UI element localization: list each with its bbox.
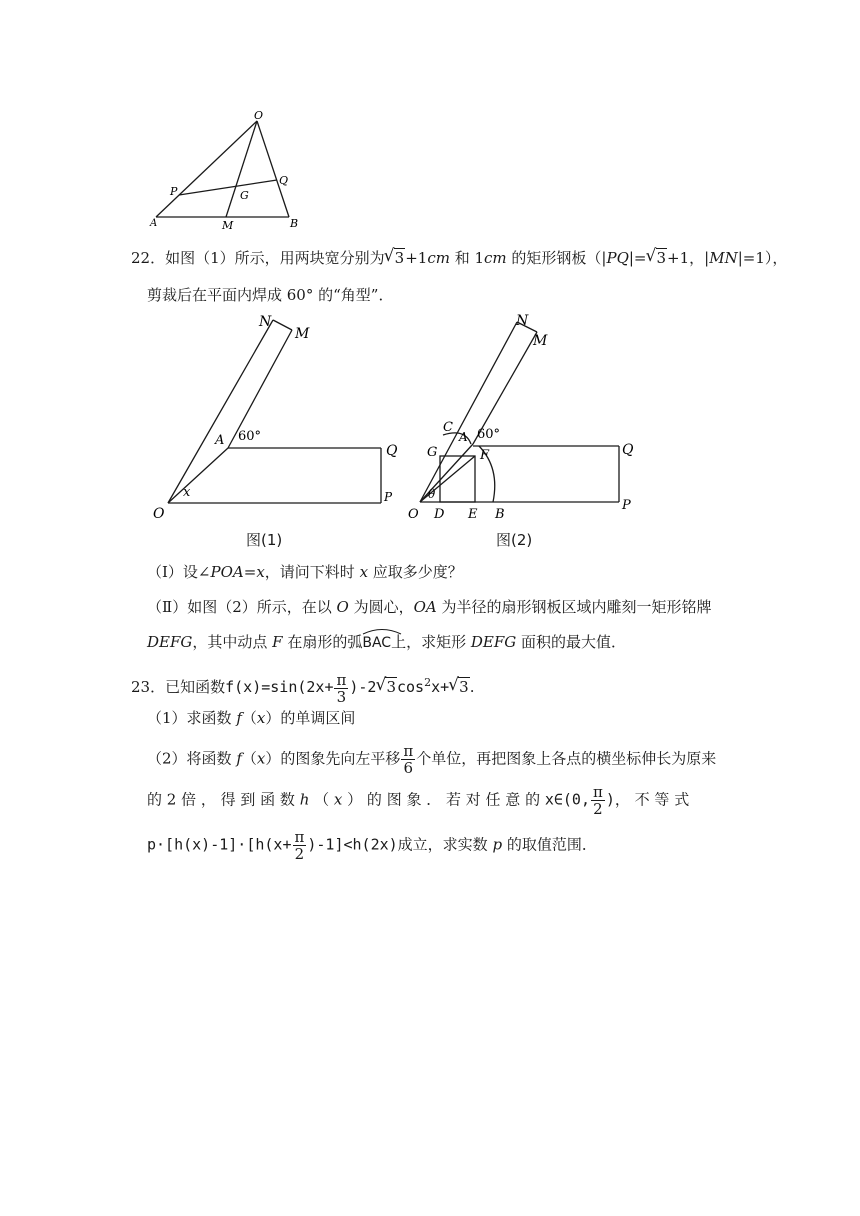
fig1-label-n: N	[259, 314, 272, 330]
fig2-label-n: N	[516, 313, 529, 329]
fraction-pi-3: $\frac{\pi}{3}$	[336, 670, 347, 706]
fig2-label-p: P	[622, 498, 631, 513]
q23-line1: 23．已知函数f(x)=sin(2x+ $\frac{\pi}{3}$ )-2√ $3\cos^2x+√$ 3.	[131, 668, 474, 705]
q23-part2-line1: （2）将函数 f（x）的图象先向左平移 $\frac{\pi}{6}$ 个单位，再把图象上各点的横坐标伸长为原来	[147, 742, 717, 777]
sqrt-symbol: √ 3	[385, 248, 406, 268]
q22-part2-line1: （Ⅱ）如图（2）所示，在以 O 为圆心，OA 为半径的扇形钢板区域内雕刻一矩形铭牌	[147, 598, 712, 616]
triangle-figure	[140, 108, 310, 234]
fraction-pi-6: $\frac{\pi}{6}$	[403, 742, 414, 777]
fig2-angle: 60°	[477, 427, 501, 442]
sqrt-symbol: √ 3	[449, 672, 470, 702]
label-b: B	[290, 217, 299, 230]
fig2-caption: 图(2)	[496, 531, 533, 549]
label-a: A	[150, 218, 158, 229]
sqrt-symbol: √ 3	[647, 248, 668, 268]
label-m: M	[222, 219, 234, 232]
q22-number: 22．	[131, 249, 166, 267]
label-g: G	[240, 189, 249, 202]
fig2-label-b: B	[495, 507, 505, 522]
figure-2	[403, 308, 643, 523]
q22-part1: （Ⅰ）设∠POA=x，请问下料时 x 应取多少度？	[147, 563, 463, 581]
q23-part1: （1）求函数 f（x）的单调区间	[147, 709, 356, 727]
fig1-label-q: Q	[386, 443, 398, 459]
fig2-label-o: O	[408, 507, 419, 522]
label-o: O	[254, 109, 264, 122]
fig2-label-f: F	[480, 448, 490, 463]
q23-part2-line2: 的 2 倍 ， 得 到 函 数 h （ x ） 的 图 象 ． 若 对 任 意 的 x∈(0, $\frac{\pi}{2}$ )， 不 等 式	[147, 783, 690, 818]
q22-part2-line2: DEFG，其中动点 F 在扇形的弧 BAC上，求矩形 DEFG 面积的最大值．	[147, 632, 626, 653]
fig1-label-p: P	[384, 490, 393, 504]
figure-1	[148, 308, 413, 523]
arc-overline-icon	[362, 627, 402, 635]
fig2-label-q: Q	[622, 442, 634, 458]
q23-part2-line3: p·[h(x)-1]·[h(x+ $\frac{\pi}{2}$ )-1]<h(2x)成立，求实数 p 的取值范围．	[147, 828, 597, 863]
label-q: Q	[279, 174, 289, 187]
fig2-label-m: M	[533, 333, 548, 349]
q22-line2: 剪裁后在平面内焊成 60° 的“角型”．	[147, 286, 394, 304]
fig1-label-x: x	[183, 485, 191, 500]
fraction-pi-2: $\frac{\pi}{2}$	[593, 783, 603, 818]
fig1-angle: 60°	[238, 429, 262, 444]
fig2-label-theta: θ	[428, 487, 436, 501]
fig1-label-o: O	[153, 506, 165, 522]
q22-line1: 22．如图（1）所示，用两块宽分别为√ 3+1cm 和 1cm 的矩形钢板（|PQ|=√ 3+1，|MN|=1），	[131, 248, 787, 268]
fig2-label-d: D	[434, 507, 445, 522]
fig2-label-e: E	[468, 507, 478, 522]
fig2-label-c: C	[443, 420, 453, 435]
q23-number: 23．	[131, 678, 166, 696]
arc-bac: BAC	[362, 633, 391, 653]
fig2-label-a: A	[459, 430, 468, 444]
label-p: P	[170, 185, 178, 198]
fig1-label-m: M	[295, 326, 310, 342]
fig2-label-g: G	[427, 445, 438, 460]
fig1-caption: 图(1)	[246, 531, 283, 549]
sqrt-symbol: √ 3	[376, 672, 397, 702]
fraction-pi-2: $\frac{\pi}{2}$	[294, 828, 305, 863]
fig1-label-a: A	[215, 433, 225, 448]
